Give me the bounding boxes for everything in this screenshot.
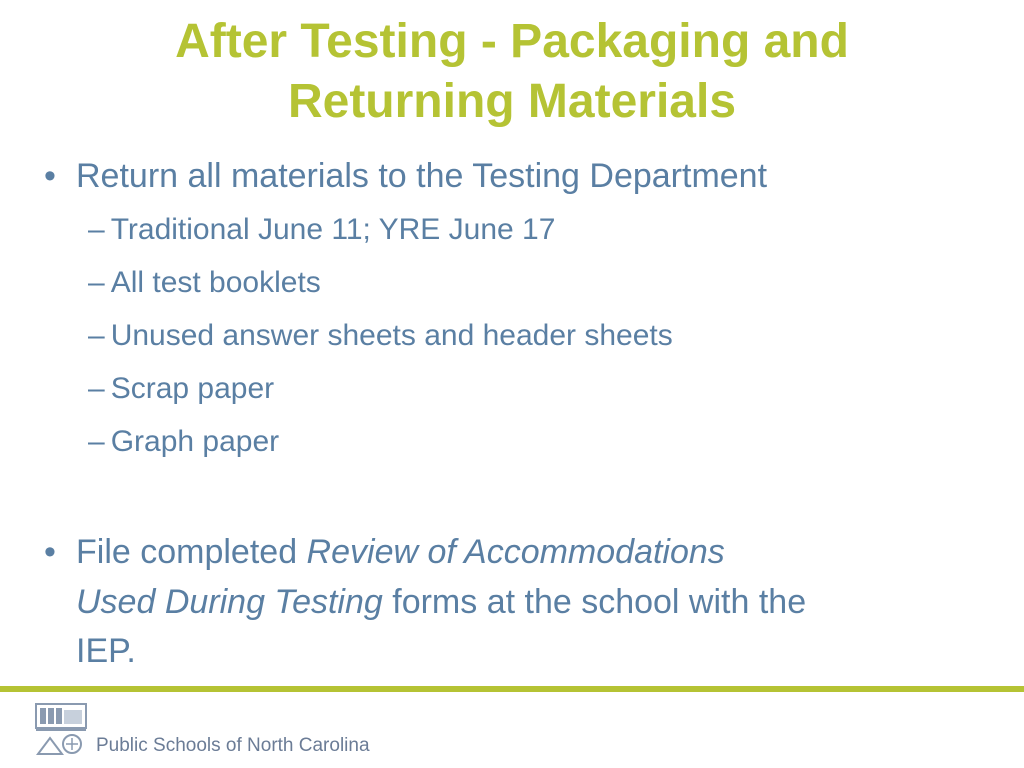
bullet-1-text: Return all materials to the Testing Department [76,157,768,195]
bullet-2-form-title-part-2: Used During Testing [76,583,383,621]
sub-item-1 [88,210,555,250]
bullet-dot-2: • [44,533,56,571]
dash-symbol: – [88,319,105,352]
sub-item-3 [88,316,673,356]
slide-title [0,12,1024,132]
slide-title-line-2: Returning Materials [287,75,737,128]
dash-symbol: – [88,372,105,405]
dash-symbol: – [88,213,105,246]
sub-item-4-text: Scrap paper [110,372,275,405]
bullet-2-line-3-text: IEP. [76,632,136,670]
bullet-2-line-1 [76,528,725,576]
sub-item-4 [88,369,274,409]
sub-item-5-text: Graph paper [110,425,280,458]
bullet-dot-1: • [44,157,56,195]
bullet-2-form-title-part-1: Review of Accommodations [306,533,725,571]
bullet-2-suffix: forms at the school with the [382,583,807,621]
sub-item-3-text: Unused answer sheets and header sheets [110,319,673,352]
dash-symbol: – [88,266,105,299]
footer-org-name: Public Schools of North Carolina [96,735,370,756]
bullet-2-prefix: File completed [76,533,307,571]
dash-symbol: – [88,425,105,458]
slide-title-line-1: After Testing - Packaging and [175,15,849,68]
bullet-2-line-3 [76,627,136,675]
footer-divider [0,686,1024,692]
sub-item-5 [88,422,279,462]
sub-item-2-text: All test booklets [110,266,321,299]
sub-item-2 [88,263,321,303]
dpi-logo-icon [32,700,90,758]
bullet-2-line-2 [76,578,806,626]
sub-item-1-text: Traditional June 11; YRE June 17 [110,213,556,246]
